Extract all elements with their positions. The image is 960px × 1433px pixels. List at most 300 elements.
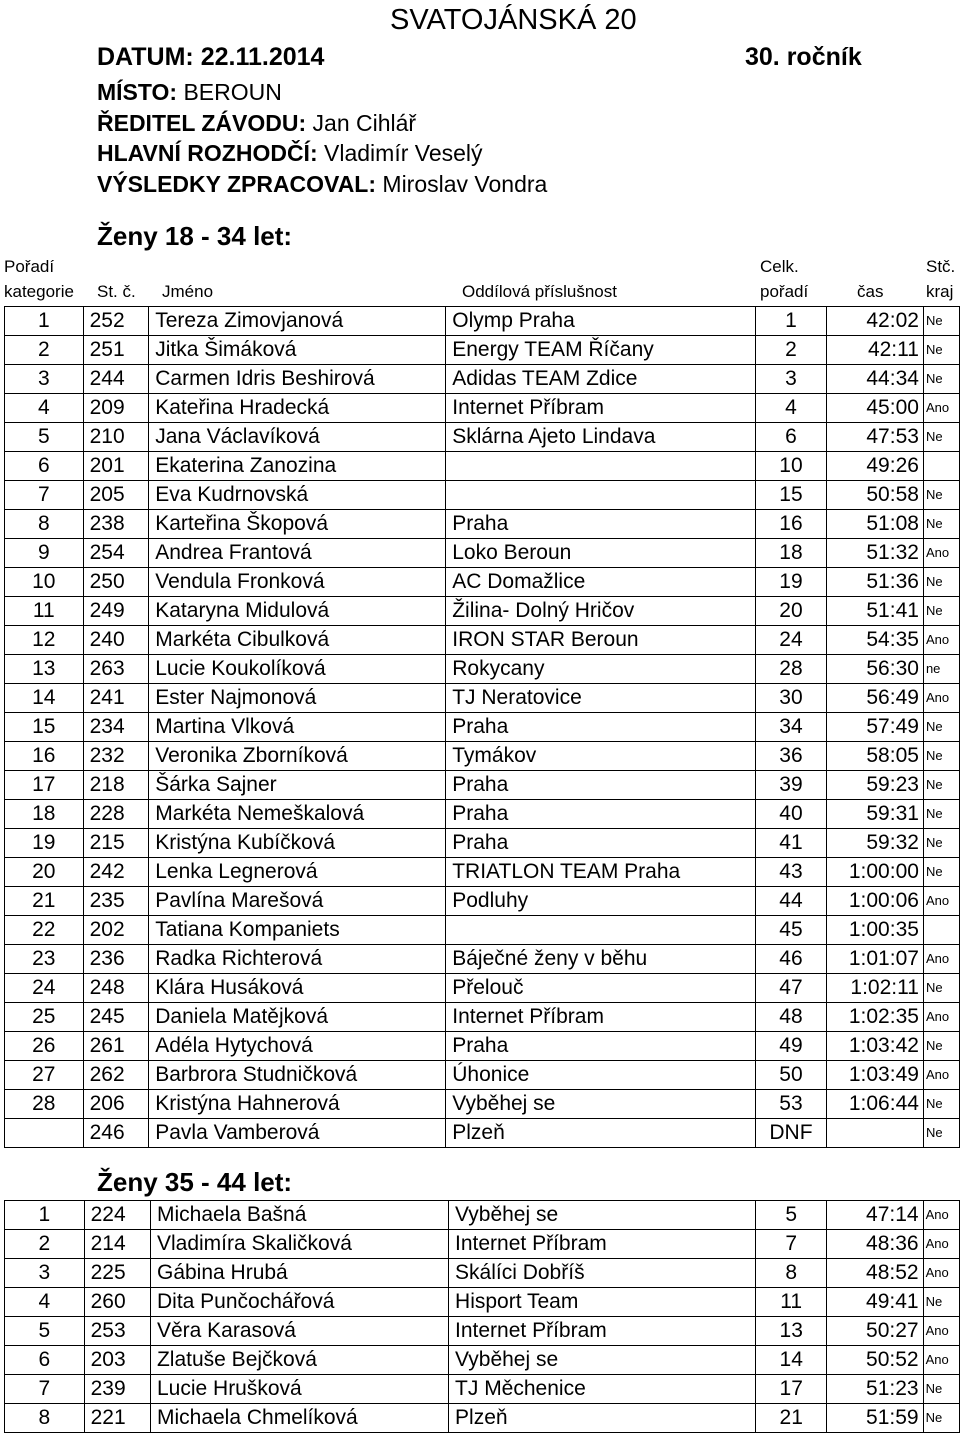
bib-cell: 202 <box>83 916 149 945</box>
table-row <box>5 945 960 974</box>
club-cell: Energy TEAM Říčany <box>446 336 756 365</box>
table-row <box>5 1288 960 1317</box>
time-cell: 57:49 <box>827 713 924 742</box>
col-rank-bottom: kategorie <box>4 282 74 301</box>
club-cell: Praha <box>446 1032 756 1061</box>
overall-position-cell: 44 <box>755 887 826 916</box>
bib-cell: 214 <box>84 1230 150 1259</box>
time-cell: 48:52 <box>827 1259 923 1288</box>
overall-position-cell: 7 <box>756 1230 827 1259</box>
region-cell: Ne <box>923 713 959 742</box>
bib-cell: 254 <box>83 539 149 568</box>
club-cell: Přelouč <box>446 974 756 1003</box>
time-cell: 1:00:06 <box>827 887 924 916</box>
rank-cell: 1 <box>5 307 84 336</box>
club-cell: Tymákov <box>446 742 756 771</box>
region-cell: Ne <box>923 510 959 539</box>
time-cell: 50:27 <box>827 1317 923 1346</box>
bib-cell: 238 <box>83 510 149 539</box>
rank-cell: 26 <box>5 1032 84 1061</box>
name-cell: Kristýna Kubíčková <box>149 829 446 858</box>
date-label: DATUM: <box>97 43 194 71</box>
bib-cell: 248 <box>83 974 149 1003</box>
venue-label: MÍSTO: <box>97 79 178 105</box>
bib-cell: 260 <box>84 1288 150 1317</box>
name-cell: Carmen Idris Beshirová <box>149 365 446 394</box>
time-cell: 44:34 <box>827 365 924 394</box>
region-cell: Ne <box>923 858 959 887</box>
region-cell: Ne <box>923 1032 959 1061</box>
overall-position-cell: 10 <box>755 452 826 481</box>
bib-cell: 225 <box>84 1259 150 1288</box>
name-cell: Radka Richterová <box>149 945 446 974</box>
overall-position-cell: 4 <box>755 394 826 423</box>
rank-cell: 7 <box>5 481 84 510</box>
judge-label: HLAVNÍ ROZHODČÍ: <box>97 140 318 166</box>
name-cell: Lucie Koukolíková <box>149 655 446 684</box>
region-cell: Ano <box>923 1346 959 1375</box>
bib-cell: 252 <box>83 307 149 336</box>
time-cell: 42:11 <box>827 336 924 365</box>
region-cell: Ne <box>923 974 959 1003</box>
time-cell: 54:35 <box>827 626 924 655</box>
results-table-women-35-44 <box>4 1200 960 1433</box>
bib-cell: 235 <box>83 887 149 916</box>
name-cell: Klára Husáková <box>149 974 446 1003</box>
region-cell: Ano <box>923 1061 959 1090</box>
region-cell: Ano <box>923 1230 959 1259</box>
table-row <box>5 481 960 510</box>
name-cell: Karteřina Škopová <box>149 510 446 539</box>
rank-cell: 3 <box>5 365 84 394</box>
race-title: SVATOJÁNSKÁ 20 <box>390 4 637 36</box>
time-cell: 56:49 <box>827 684 924 713</box>
time-cell: 1:02:11 <box>827 974 924 1003</box>
table-row <box>5 1404 960 1433</box>
rank-cell: 7 <box>5 1375 85 1404</box>
region-cell: Ne <box>923 829 959 858</box>
name-cell: Eva Kudrnovská <box>149 481 446 510</box>
name-cell: Vladimíra Skaličková <box>150 1230 448 1259</box>
table-row <box>5 887 960 916</box>
rank-cell: 19 <box>5 829 84 858</box>
time-cell: 56:30 <box>827 655 924 684</box>
rank-cell: 2 <box>5 336 84 365</box>
club-cell <box>446 481 756 510</box>
overall-position-cell: 11 <box>756 1288 827 1317</box>
bib-cell: 228 <box>83 800 149 829</box>
rank-cell: 8 <box>5 510 84 539</box>
club-cell: IRON STAR Beroun <box>446 626 756 655</box>
club-cell: Plzeň <box>449 1404 756 1433</box>
col-club: Oddílová příslušnost <box>462 282 617 301</box>
club-cell: Podluhy <box>446 887 756 916</box>
results-table-women-18-34 <box>4 306 960 1148</box>
table-row <box>5 307 960 336</box>
overall-position-cell: 36 <box>755 742 826 771</box>
time-cell: 51:59 <box>827 1404 923 1433</box>
name-cell: Kristýna Hahnerová <box>149 1090 446 1119</box>
bib-cell: 210 <box>83 423 149 452</box>
time-cell: 58:05 <box>827 742 924 771</box>
region-cell: Ano <box>923 626 959 655</box>
region-cell: Ne <box>923 568 959 597</box>
rank-cell: 5 <box>5 423 84 452</box>
overall-position-cell: 16 <box>755 510 826 539</box>
club-cell: Vyběhej se <box>449 1201 756 1230</box>
bib-cell: 203 <box>84 1346 150 1375</box>
bib-cell: 215 <box>83 829 149 858</box>
name-cell: Veronika Zborníková <box>149 742 446 771</box>
overall-position-cell: 43 <box>755 858 826 887</box>
table-row <box>5 916 960 945</box>
region-cell: Ne <box>923 423 959 452</box>
overall-position-cell: 48 <box>755 1003 826 1032</box>
time-cell: 51:36 <box>827 568 924 597</box>
club-cell: Praha <box>446 829 756 858</box>
region-cell: Ne <box>923 1119 959 1148</box>
bib-cell: 263 <box>83 655 149 684</box>
bib-cell: 240 <box>83 626 149 655</box>
rank-cell: 17 <box>5 771 84 800</box>
name-cell: Adéla Hytychová <box>149 1032 446 1061</box>
club-cell: Internet Příbram <box>449 1317 756 1346</box>
overall-position-cell: 46 <box>755 945 826 974</box>
region-cell: Ne <box>923 336 959 365</box>
region-cell <box>923 916 959 945</box>
region-cell <box>923 452 959 481</box>
overall-position-cell: 41 <box>755 829 826 858</box>
section-title-women-35-44: Ženy 35 - 44 let: <box>97 1167 293 1197</box>
table-row <box>5 1259 960 1288</box>
rank-cell: 10 <box>5 568 84 597</box>
club-cell: Praha <box>446 510 756 539</box>
table-row <box>5 510 960 539</box>
overall-position-cell: 53 <box>755 1090 826 1119</box>
results-processor-line <box>97 173 547 196</box>
col-overall-top: Celk. <box>760 257 799 276</box>
table-row <box>5 365 960 394</box>
club-cell: Internet Příbram <box>446 1003 756 1032</box>
judge-value: Vladimír Veselý <box>324 140 483 166</box>
time-cell: 1:02:35 <box>827 1003 924 1032</box>
table-row <box>5 800 960 829</box>
bib-cell: 232 <box>83 742 149 771</box>
overall-position-cell: 19 <box>755 568 826 597</box>
club-cell: Hisport Team <box>449 1288 756 1317</box>
time-cell: 1:03:49 <box>827 1061 924 1090</box>
club-cell: Olymp Praha <box>446 307 756 336</box>
club-cell: Vyběhej se <box>449 1346 756 1375</box>
rank-cell: 4 <box>5 394 84 423</box>
table-row <box>5 452 960 481</box>
rank-cell: 28 <box>5 1090 84 1119</box>
table-row <box>5 1201 960 1230</box>
edition: 30. ročník <box>745 43 862 71</box>
bib-cell: 242 <box>83 858 149 887</box>
director-value: Jan Cihlář <box>312 110 417 136</box>
overall-position-cell: 17 <box>756 1375 827 1404</box>
rank-cell: 6 <box>5 1346 85 1375</box>
table-row <box>5 597 960 626</box>
director-label: ŘEDITEL ZÁVODU: <box>97 110 307 136</box>
region-cell: Ne <box>923 365 959 394</box>
table-row <box>5 568 960 597</box>
club-cell: Internet Příbram <box>449 1230 756 1259</box>
name-cell: Jitka Šimáková <box>149 336 446 365</box>
club-cell: Adidas TEAM Zdice <box>446 365 756 394</box>
overall-position-cell: 6 <box>755 423 826 452</box>
date-value: 22.11.2014 <box>200 43 325 71</box>
overall-position-cell: 50 <box>755 1061 826 1090</box>
bib-cell: 246 <box>83 1119 149 1148</box>
bib-cell: 224 <box>84 1201 150 1230</box>
club-cell: Praha <box>446 771 756 800</box>
bib-cell: 234 <box>83 713 149 742</box>
rank-cell <box>5 1119 84 1148</box>
overall-position-cell: 30 <box>755 684 826 713</box>
judge-line <box>97 142 483 165</box>
club-cell: TRIATLON TEAM Praha <box>446 858 756 887</box>
overall-position-cell: 39 <box>755 771 826 800</box>
name-cell: Zlatuše Bejčková <box>150 1346 448 1375</box>
name-cell: Tereza Zimovjanová <box>149 307 446 336</box>
region-cell: Ano <box>923 1259 959 1288</box>
overall-position-cell: 47 <box>755 974 826 1003</box>
rank-cell: 24 <box>5 974 84 1003</box>
overall-position-cell: 28 <box>755 655 826 684</box>
bib-cell: 239 <box>84 1375 150 1404</box>
name-cell: Michaela Chmelíková <box>150 1404 448 1433</box>
name-cell: Markéta Nemeškalová <box>149 800 446 829</box>
bib-cell: 201 <box>83 452 149 481</box>
region-cell: Ano <box>923 945 959 974</box>
bib-cell: 262 <box>83 1061 149 1090</box>
bib-cell: 250 <box>83 568 149 597</box>
name-cell: Vendula Fronková <box>149 568 446 597</box>
region-cell: Ano <box>923 539 959 568</box>
region-cell: Ne <box>923 1288 959 1317</box>
club-cell: Plzeň <box>446 1119 756 1148</box>
time-cell: 45:00 <box>827 394 924 423</box>
table-row <box>5 742 960 771</box>
results-value: Miroslav Vondra <box>382 171 548 197</box>
club-cell: TJ Neratovice <box>446 684 756 713</box>
results-label: VÝSLEDKY ZPRACOVAL: <box>97 171 377 197</box>
table-row <box>5 394 960 423</box>
time-cell: 49:41 <box>827 1288 923 1317</box>
club-cell: Praha <box>446 713 756 742</box>
bib-cell: 205 <box>83 481 149 510</box>
rank-cell: 25 <box>5 1003 84 1032</box>
club-cell: Žilina- Dolný Hričov <box>446 597 756 626</box>
overall-position-cell: 3 <box>755 365 826 394</box>
region-cell: Ne <box>923 742 959 771</box>
overall-position-cell: 14 <box>756 1346 827 1375</box>
table-row <box>5 1061 960 1090</box>
name-cell: Lenka Legnerová <box>149 858 446 887</box>
name-cell: Gábina Hrubá <box>150 1259 448 1288</box>
rank-cell: 14 <box>5 684 84 713</box>
rank-cell: 1 <box>5 1201 85 1230</box>
overall-position-cell: 40 <box>755 800 826 829</box>
bib-cell: 209 <box>83 394 149 423</box>
rank-cell: 9 <box>5 539 84 568</box>
name-cell: Lucie Hrušková <box>150 1375 448 1404</box>
rank-cell: 22 <box>5 916 84 945</box>
region-cell: Ne <box>923 1404 959 1433</box>
time-cell: 1:03:42 <box>827 1032 924 1061</box>
name-cell: Markéta Cibulková <box>149 626 446 655</box>
time-cell: 59:23 <box>827 771 924 800</box>
overall-position-cell: 1 <box>755 307 826 336</box>
bib-cell: 221 <box>84 1404 150 1433</box>
overall-position-cell: 13 <box>756 1317 827 1346</box>
time-cell: 1:00:35 <box>827 916 924 945</box>
table-row <box>5 771 960 800</box>
table-row <box>5 829 960 858</box>
region-cell: Ne <box>923 1375 959 1404</box>
director-line <box>97 112 416 135</box>
club-cell <box>446 452 756 481</box>
rank-cell: 3 <box>5 1259 85 1288</box>
rank-cell: 6 <box>5 452 84 481</box>
table-row <box>5 1346 960 1375</box>
region-cell: Ano <box>923 1003 959 1032</box>
rank-cell: 16 <box>5 742 84 771</box>
name-cell: Šárka Sajner <box>149 771 446 800</box>
table-row <box>5 655 960 684</box>
name-cell: Daniela Matějková <box>149 1003 446 1032</box>
col-region-top: Stč. <box>926 257 956 276</box>
rank-cell: 12 <box>5 626 84 655</box>
name-cell: Michaela Bašná <box>150 1201 448 1230</box>
region-cell: Ne <box>923 597 959 626</box>
bib-cell: 253 <box>84 1317 150 1346</box>
region-cell: Ano <box>923 394 959 423</box>
time-cell: 49:26 <box>827 452 924 481</box>
time-cell: 1:06:44 <box>827 1090 924 1119</box>
overall-position-cell: 24 <box>755 626 826 655</box>
club-cell: AC Domažlice <box>446 568 756 597</box>
table-row <box>5 1375 960 1404</box>
club-cell: Úhonice <box>446 1061 756 1090</box>
time-cell: 50:52 <box>827 1346 923 1375</box>
rank-cell: 20 <box>5 858 84 887</box>
club-cell: Skálíci Dobříš <box>449 1259 756 1288</box>
region-cell: Ano <box>923 684 959 713</box>
bib-cell: 206 <box>83 1090 149 1119</box>
venue-line <box>97 81 282 104</box>
club-cell: Loko Beroun <box>446 539 756 568</box>
rank-cell: 21 <box>5 887 84 916</box>
rank-cell: 5 <box>5 1317 85 1346</box>
club-cell: Internet Příbram <box>446 394 756 423</box>
rank-cell: 18 <box>5 800 84 829</box>
club-cell: Báječné ženy v běhu <box>446 945 756 974</box>
name-cell: Dita Punčochářová <box>150 1288 448 1317</box>
col-time: čas <box>857 282 884 301</box>
overall-position-cell: 21 <box>756 1404 827 1433</box>
time-cell: 51:41 <box>827 597 924 626</box>
name-cell: Ester Najmonová <box>149 684 446 713</box>
bib-cell: 244 <box>83 365 149 394</box>
overall-position-cell: 8 <box>756 1259 827 1288</box>
club-cell <box>446 916 756 945</box>
date-line <box>97 45 324 70</box>
region-cell: Ano <box>923 887 959 916</box>
time-cell: 42:02 <box>827 307 924 336</box>
name-cell: Kataryna Midulová <box>149 597 446 626</box>
table-row <box>5 336 960 365</box>
table-row <box>5 1119 960 1148</box>
overall-position-cell: 2 <box>755 336 826 365</box>
overall-position-cell: 5 <box>756 1201 827 1230</box>
table-row <box>5 1230 960 1259</box>
section-title-women-18-34: Ženy 18 - 34 let: <box>97 221 293 251</box>
time-cell: 59:32 <box>827 829 924 858</box>
region-cell: Ne <box>923 307 959 336</box>
time-cell: 50:58 <box>827 481 924 510</box>
time-cell: 51:23 <box>827 1375 923 1404</box>
time-cell: 51:32 <box>827 539 924 568</box>
table-row <box>5 539 960 568</box>
venue-value: BEROUN <box>183 79 282 105</box>
overall-position-cell: 18 <box>755 539 826 568</box>
name-cell: Věra Karasová <box>150 1317 448 1346</box>
overall-position-cell: 49 <box>755 1032 826 1061</box>
bib-cell: 245 <box>83 1003 149 1032</box>
rank-cell: 27 <box>5 1061 84 1090</box>
region-cell: Ano <box>923 1201 959 1230</box>
bib-cell: 241 <box>83 684 149 713</box>
name-cell: Pavla Vamberová <box>149 1119 446 1148</box>
bib-cell: 218 <box>83 771 149 800</box>
table-row <box>5 1090 960 1119</box>
time-cell: 48:36 <box>827 1230 923 1259</box>
col-region-bottom: kraj <box>926 282 954 301</box>
overall-position-cell: 34 <box>755 713 826 742</box>
time-cell: 1:00:00 <box>827 858 924 887</box>
table-row <box>5 1032 960 1061</box>
table-row <box>5 626 960 655</box>
rank-cell: 15 <box>5 713 84 742</box>
rank-cell: 2 <box>5 1230 85 1259</box>
region-cell: Ano <box>923 1317 959 1346</box>
overall-position-cell: 20 <box>755 597 826 626</box>
rank-cell: 8 <box>5 1404 85 1433</box>
col-overall-bottom: pořadí <box>760 282 809 301</box>
rank-cell: 11 <box>5 597 84 626</box>
time-cell: 51:08 <box>827 510 924 539</box>
club-cell: Praha <box>446 800 756 829</box>
name-cell: Martina Vlková <box>149 713 446 742</box>
table-row <box>5 1317 960 1346</box>
bib-cell: 261 <box>83 1032 149 1061</box>
table-row <box>5 423 960 452</box>
time-cell: 47:14 <box>827 1201 923 1230</box>
table-row <box>5 974 960 1003</box>
name-cell: Tatiana Kompaniets <box>149 916 446 945</box>
name-cell: Kateřina Hradecká <box>149 394 446 423</box>
time-cell: 59:31 <box>827 800 924 829</box>
name-cell: Andrea Frantová <box>149 539 446 568</box>
name-cell: Pavlína Marešová <box>149 887 446 916</box>
club-cell: TJ Měchenice <box>449 1375 756 1404</box>
club-cell: Rokycany <box>446 655 756 684</box>
bib-cell: 249 <box>83 597 149 626</box>
rank-cell: 13 <box>5 655 84 684</box>
